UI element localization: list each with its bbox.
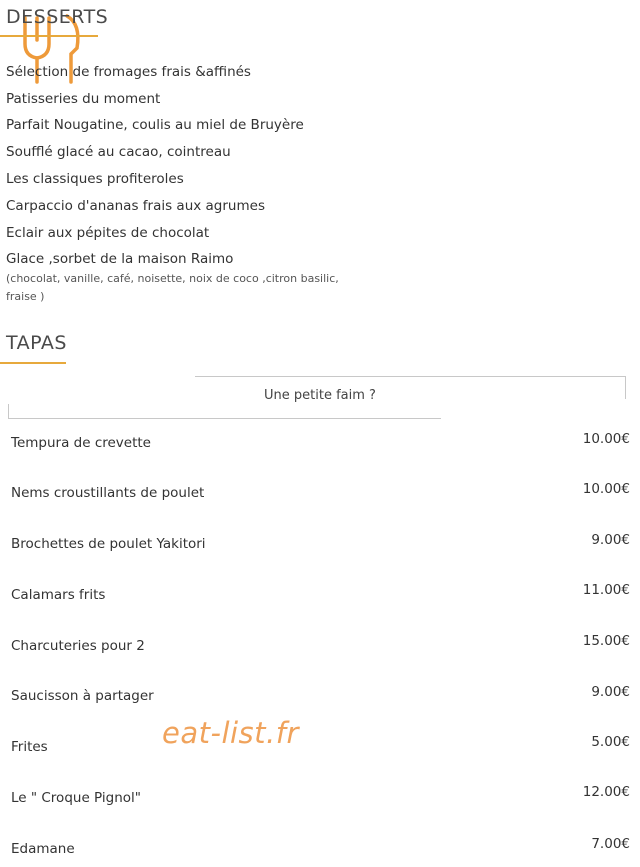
menu-item-price: 15.00€ bbox=[582, 633, 630, 649]
menu-row bbox=[0, 836, 640, 864]
dessert-item: Eclair aux pépites de chocolat bbox=[6, 225, 210, 241]
menu-item-name: Nems croustillants de poulet bbox=[11, 485, 205, 501]
menu-row bbox=[0, 481, 640, 509]
menu-item-price: 12.00€ bbox=[582, 784, 630, 800]
menu-item-price: 9.00€ bbox=[591, 684, 630, 700]
menu-row bbox=[0, 431, 640, 458]
menu-row bbox=[0, 532, 640, 559]
dessert-item: Glace ,sorbet de la maison Raimo bbox=[6, 251, 234, 267]
desserts-section-title: DESSERTS bbox=[6, 6, 109, 28]
menu-item-name: Brochettes de poulet Yakitori bbox=[11, 536, 206, 552]
dessert-item: Soufflé glacé au cacao, cointreau bbox=[6, 144, 231, 160]
desserts-title-underline bbox=[0, 35, 98, 37]
menu-row bbox=[0, 734, 640, 762]
menu-item-price: 9.00€ bbox=[591, 532, 630, 548]
dessert-item: Patisseries du moment bbox=[6, 91, 161, 107]
glace-flavors-note: (chocolat, vanille, café, noisette, noix de coco ,citron basilic, fraise ) bbox=[6, 272, 339, 303]
dessert-item: Carpaccio d'ananas frais aux agrumes bbox=[6, 198, 265, 214]
menu-item-price: 7.00€ bbox=[591, 836, 630, 852]
menu-row bbox=[0, 784, 640, 813]
tapas-section-title: TAPAS bbox=[6, 332, 67, 354]
menu-item-price: 5.00€ bbox=[591, 734, 630, 750]
menu-item-name: Saucisson à partager bbox=[11, 688, 154, 704]
menu-item-price: 10.00€ bbox=[582, 431, 630, 447]
watermark-text: eat-list.fr bbox=[162, 716, 299, 750]
menu-item-name: Frites bbox=[11, 739, 48, 755]
menu-item-name: Le " Croque Pignol" bbox=[11, 790, 141, 806]
menu-row bbox=[0, 684, 640, 712]
menu-item-price: 10.00€ bbox=[582, 481, 630, 497]
menu-row bbox=[0, 582, 640, 611]
dessert-item: Sélection de fromages frais &affinés bbox=[6, 64, 251, 80]
menu-item-name: Tempura de crevette bbox=[11, 435, 151, 451]
menu-item-name: Charcuteries pour 2 bbox=[11, 638, 145, 654]
dessert-item: Les classiques profiteroles bbox=[6, 171, 184, 187]
tapas-banner-text: Une petite faim ? bbox=[264, 388, 376, 403]
menu-item-price: 11.00€ bbox=[582, 582, 630, 598]
tapas-title-underline bbox=[0, 362, 66, 364]
dessert-item: Parfait Nougatine, coulis au miel de Bruyère bbox=[6, 117, 304, 133]
menu-item-name: Edamane bbox=[11, 841, 75, 857]
menu-row bbox=[0, 633, 640, 661]
menu-item-name: Calamars frits bbox=[11, 587, 106, 603]
banner-bracket-bottom bbox=[8, 404, 441, 419]
